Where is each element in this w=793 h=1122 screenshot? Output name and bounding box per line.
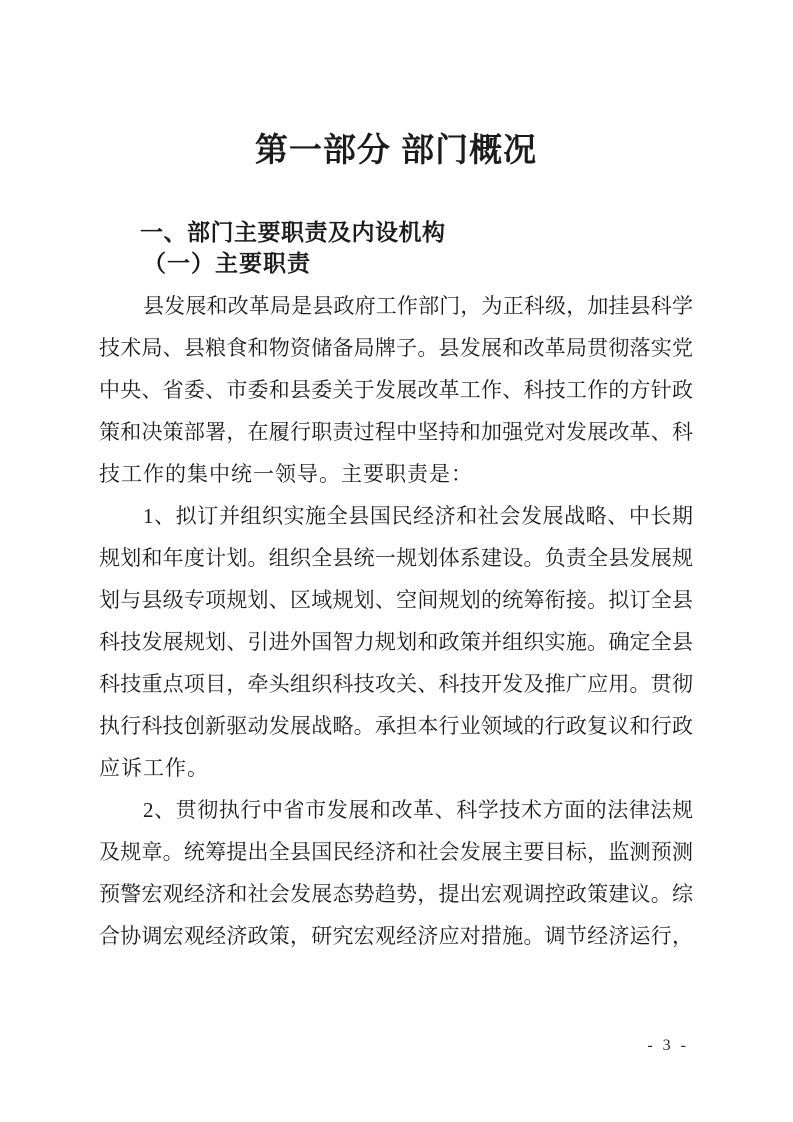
text-line: 及规章。统筹提出全县国民经济和社会发展主要目标，监测预测 bbox=[99, 840, 693, 864]
section-heading: 一、部门主要职责及内设机构 bbox=[140, 219, 446, 245]
paragraph bbox=[99, 285, 693, 495]
page-number: - 3 - bbox=[647, 1037, 689, 1054]
text-line: 策和决策部署，在履行职责过程中坚持和加强党对发展改革、科 bbox=[99, 420, 693, 444]
paragraph bbox=[99, 789, 693, 957]
text-line: 县发展和改革局是县政府工作部门，为正科级，加挂县科学 bbox=[143, 294, 693, 318]
text-line: 合协调宏观经济政策，研究宏观经济应对措施。调节经济运行， bbox=[99, 924, 693, 948]
text-line: 规划和年度计划。组织全县统一规划体系建设。负责全县发展规 bbox=[99, 546, 693, 570]
text-line: 技术局、县粮食和物资储备局牌子。县发展和改革局贯彻落实党 bbox=[99, 336, 693, 360]
text-line: 科技发展规划、引进外国智力规划和政策并组织实施。确定全县 bbox=[99, 630, 693, 654]
document-title: 第一部分 部门概况 bbox=[254, 131, 538, 168]
paragraph bbox=[99, 495, 693, 789]
text-line: 预警宏观经济和社会发展态势趋势，提出宏观调控政策建议。综 bbox=[99, 882, 693, 906]
text-line: 1、拟订并组织实施全县国民经济和社会发展战略、中长期 bbox=[143, 504, 693, 528]
page-content bbox=[99, 0, 693, 1122]
body-text bbox=[99, 285, 693, 957]
text-line: 科技重点项目，牵头组织科技攻关、科技开发及推广应用。贯彻 bbox=[99, 672, 693, 696]
subsection-heading: （一）主要职责 bbox=[143, 251, 311, 276]
text-line: 2、贯彻执行中省市发展和改革、科学技术方面的法律法规 bbox=[143, 798, 693, 822]
text-line: 划与县级专项规划、区域规划、空间规划的统筹衔接。拟订全县 bbox=[99, 588, 693, 612]
text-line: 中央、省委、市委和县委关于发展改革工作、科技工作的方针政 bbox=[99, 378, 693, 402]
text-line: 执行科技创新驱动发展战略。承担本行业领域的行政复议和行政 bbox=[99, 714, 693, 738]
text-line: 技工作的集中统一领导。主要职责是： bbox=[99, 462, 473, 486]
text-line: 应诉工作。 bbox=[99, 756, 209, 780]
